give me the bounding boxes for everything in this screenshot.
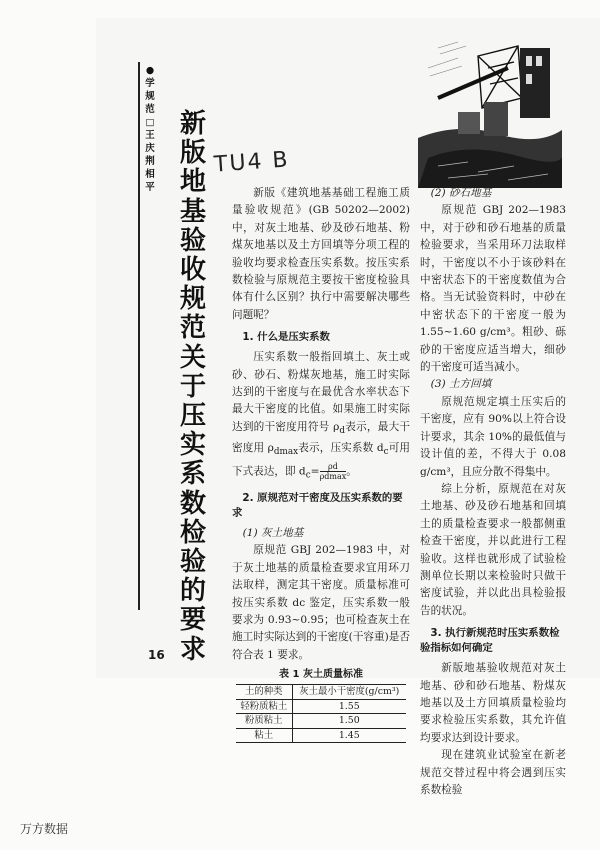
title-char: 地 [179,167,206,198]
construction-photo [418,38,562,188]
page-number: 16 [148,648,165,662]
title-char: 规 [179,284,206,315]
byline-char: 王 [145,130,155,141]
title-char: 的 [179,576,206,607]
article-title [176,110,210,665]
table-cell: 粘土 [236,728,292,743]
byline-char: 平 [145,182,155,193]
byline-char: 荆 [145,156,155,167]
paragraph-new-spec: 新版地基验收规范对灰土地基、砂和砂石地基、粉煤灰地基以及土方回填质量检验均要求检验压实系数，其允许值均要求达到设计要求。 [420,662,566,744]
paragraph-definition: 压实系数一般指回填土、灰土或砂、砂石、粉煤灰地基，施工时实际达到的干密度与在最优含水率状态下最大干密度的比值。如果施工时实际达到的干密度用符号 $\rho_d$表示，最大干密度用 $\rho_{dmax}$表示，压实系数 $d_c$可用下式表达，即 $d_c=$ $\frac{\rho d}{\rho dmax}$ 。 [232,351,411,481]
handwritten-annotation: TU4 B [213,147,291,178]
table-row [236,699,406,714]
title-char: 验 [179,225,206,256]
title-char: 压 [179,401,206,432]
right-text-column [420,185,566,799]
formula-fraction: $\frac{\rho d}{\rho dmax}$ [319,461,347,481]
byline-char: □ [145,117,155,128]
section-heading-1: 1. 什么是压实系数 [242,331,330,344]
byline-char: 范 [145,104,155,115]
table-cell: 粉质粘土 [236,714,292,729]
title-char: 新 [179,109,206,139]
section-heading-2: 2. 原规范对干密度及压实系数的要求 [232,491,403,519]
subheading-lime-soil: (1) 灰土地基 [242,526,304,539]
paragraph-summary: 综上分析，原规范在对灰土地基、砂及砂石地基和回填土的质量检查要求一般都侧重检查干密度，并以此进行工程验收。这样也就形成了试验检测单位长期以来检验时只做干密度试验，并以此出具检验报告的状况。 [420,482,566,617]
lime-soil-quality-table [236,684,406,743]
byline-char: ● [145,65,155,76]
column-divider [138,62,140,610]
table-row [236,714,406,729]
author-byline [143,64,157,194]
table-cell: 1.50 [292,714,406,729]
title-char: 收 [179,255,206,286]
title-char: 版 [179,138,206,169]
section-heading-3: 3. 执行新规范时压实系数检验指标如何确定 [420,627,560,655]
byline-char: 庆 [145,143,155,154]
intro-paragraph: 新版《建筑地基基础工程施工质量验收规范》(GB 50202—2002)中，对灰土地基、砂及砂石地基、粉煤灰地基以及土方回填等分项工程的验收均要求检查压实系数。按压实系数检验与原规范主要按干密度检验具体有什么区别？执行中需要解决哪些问题呢？ [232,187,410,321]
paragraph-lime-soil: 原规范 GBJ 202—1983 中，对于灰土地基的质量检查要求宜用环刀法取样，测定其干密度。质量标准可按压实系数 dc 鉴定，压实系数一般要求为 0.93~0.95；也可检查灰土在施工时实际达到的干密度(干容重)是否符合表 1 要求。 [232,544,410,661]
table-header-cell: 灰土最小干密度(g/cm³) [292,685,406,700]
table-cell: 1.45 [292,728,406,743]
title-char: 基 [179,196,206,227]
title-char: 要 [179,605,206,636]
table-cell: 轻粉质粘土 [236,699,292,714]
title-char: 系 [179,459,206,490]
left-text-column [232,185,410,743]
paragraph-backfill: 原规范规定填土压实后的干密度，应有 90%以上符合设计要求，其余 10%的最低值与设计值的差，不得大于 0.08 g/cm³，且应分散不得集中。 [420,395,566,478]
title-char: 于 [179,371,206,402]
table-cell: 1.55 [292,699,406,714]
title-char: 关 [179,342,206,373]
title-char: 验 [179,547,206,578]
title-char: 范 [179,313,206,344]
byline-char: 学 [145,78,155,89]
subheading-backfill: (3) 土方回填 [430,378,492,391]
subheading-sand-gravel: (2) 砂石地基 [430,187,492,199]
paragraph-transition: 现在建筑业试验室在新老规范交替过程中将会遇到压实系数检验 [420,749,566,796]
title-char: 检 [179,517,206,548]
paragraph-sand-gravel: 原规范 GBJ 202—1983 中，对于砂和砂石地基的质量检验要求，当采用环刀法取样时，干密度以不小于该砂料在中密状态下的干密度数值为合格。当无试验资料时，中砂在中密状态下的干密度一般为 1.55~1.60 g/cm³。粗砂、砾砂的干密度应适当增大，细砂的干密度可适当减小。 [420,204,566,374]
table-caption: 表 1 灰土质量标准 [279,669,363,681]
table-row [236,728,406,743]
byline-char: 规 [145,91,155,102]
source-label: 万方数据 [20,822,69,836]
title-char: 求 [179,634,206,665]
title-char: 实 [179,430,206,461]
table-header-cell: 土的种类 [236,685,292,700]
title-char: 数 [179,488,206,519]
byline-char: 相 [145,169,155,180]
